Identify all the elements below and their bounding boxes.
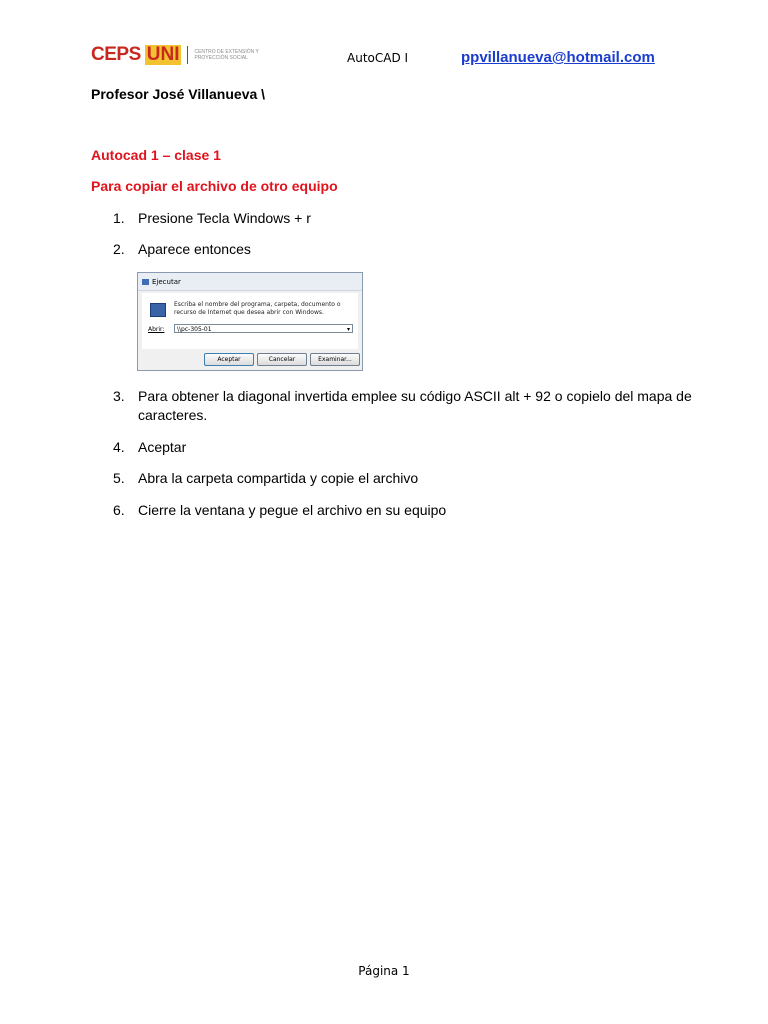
list-number: 4. xyxy=(113,439,125,455)
dialog-body xyxy=(142,293,358,367)
header-email-link[interactable]: ppvillanueva@hotmail.com xyxy=(461,49,655,66)
logo-accent-text: UNI xyxy=(146,44,180,65)
list-item xyxy=(113,501,693,520)
professor-name: Profesor José Villanueva \ xyxy=(91,86,266,102)
list-item xyxy=(113,469,693,488)
list-number: 1. xyxy=(113,210,125,226)
ok-button[interactable]: Aceptar xyxy=(204,353,254,366)
list-text: Para obtener la diagonal invertida emplee su código ASCII alt + 92 o copielo del mapa de caracteres. xyxy=(138,388,692,423)
list-number: 6. xyxy=(113,502,125,518)
subsection-title: Para copiar el archivo de otro equipo xyxy=(91,178,338,194)
list-item xyxy=(113,209,693,228)
run-program-icon xyxy=(150,303,166,317)
logo-divider xyxy=(187,46,188,64)
page-footer: Página 1 xyxy=(358,964,410,978)
open-label: Abrir: xyxy=(148,326,165,333)
dialog-button-bar xyxy=(142,349,358,367)
open-input[interactable] xyxy=(174,324,353,333)
list-text: Aparece entonces xyxy=(138,241,251,257)
list-text: Abra la carpeta compartida y copie el archivo xyxy=(138,470,419,486)
list-number: 2. xyxy=(113,241,125,257)
list-item xyxy=(113,387,693,425)
ceps-uni-logo xyxy=(91,44,264,66)
chevron-down-icon[interactable]: ▾ xyxy=(346,326,350,333)
list-item xyxy=(113,438,693,457)
dialog-description: Escriba el nombre del programa, carpeta, documento o recurso de Internet que desea abrir con Windows. xyxy=(174,301,341,316)
logo-subtitle: CENTRO DE EXTENSIÓN Y PROYECCIÓN SOCIAL xyxy=(194,49,259,61)
list-text: Presione Tecla Windows + r xyxy=(138,210,311,226)
browse-button[interactable]: Examinar... xyxy=(310,353,360,366)
open-input-value: \\pc-305-01 xyxy=(177,326,212,333)
dialog-title: Ejecutar xyxy=(152,277,181,286)
section-title: Autocad 1 – clase 1 xyxy=(91,147,221,163)
cancel-button[interactable]: Cancelar xyxy=(257,353,307,366)
run-dialog-screenshot xyxy=(137,272,363,371)
list-text: Aceptar xyxy=(138,439,187,455)
dialog-titlebar xyxy=(138,273,362,291)
run-window-icon xyxy=(142,279,149,285)
list-item xyxy=(113,240,693,259)
logo-main-text: CEPS xyxy=(91,44,141,65)
list-number: 3. xyxy=(113,388,125,404)
header-title: AutoCAD I xyxy=(347,51,409,65)
list-text: Cierre la ventana y pegue el archivo en su equipo xyxy=(138,502,447,518)
list-number: 5. xyxy=(113,470,125,486)
